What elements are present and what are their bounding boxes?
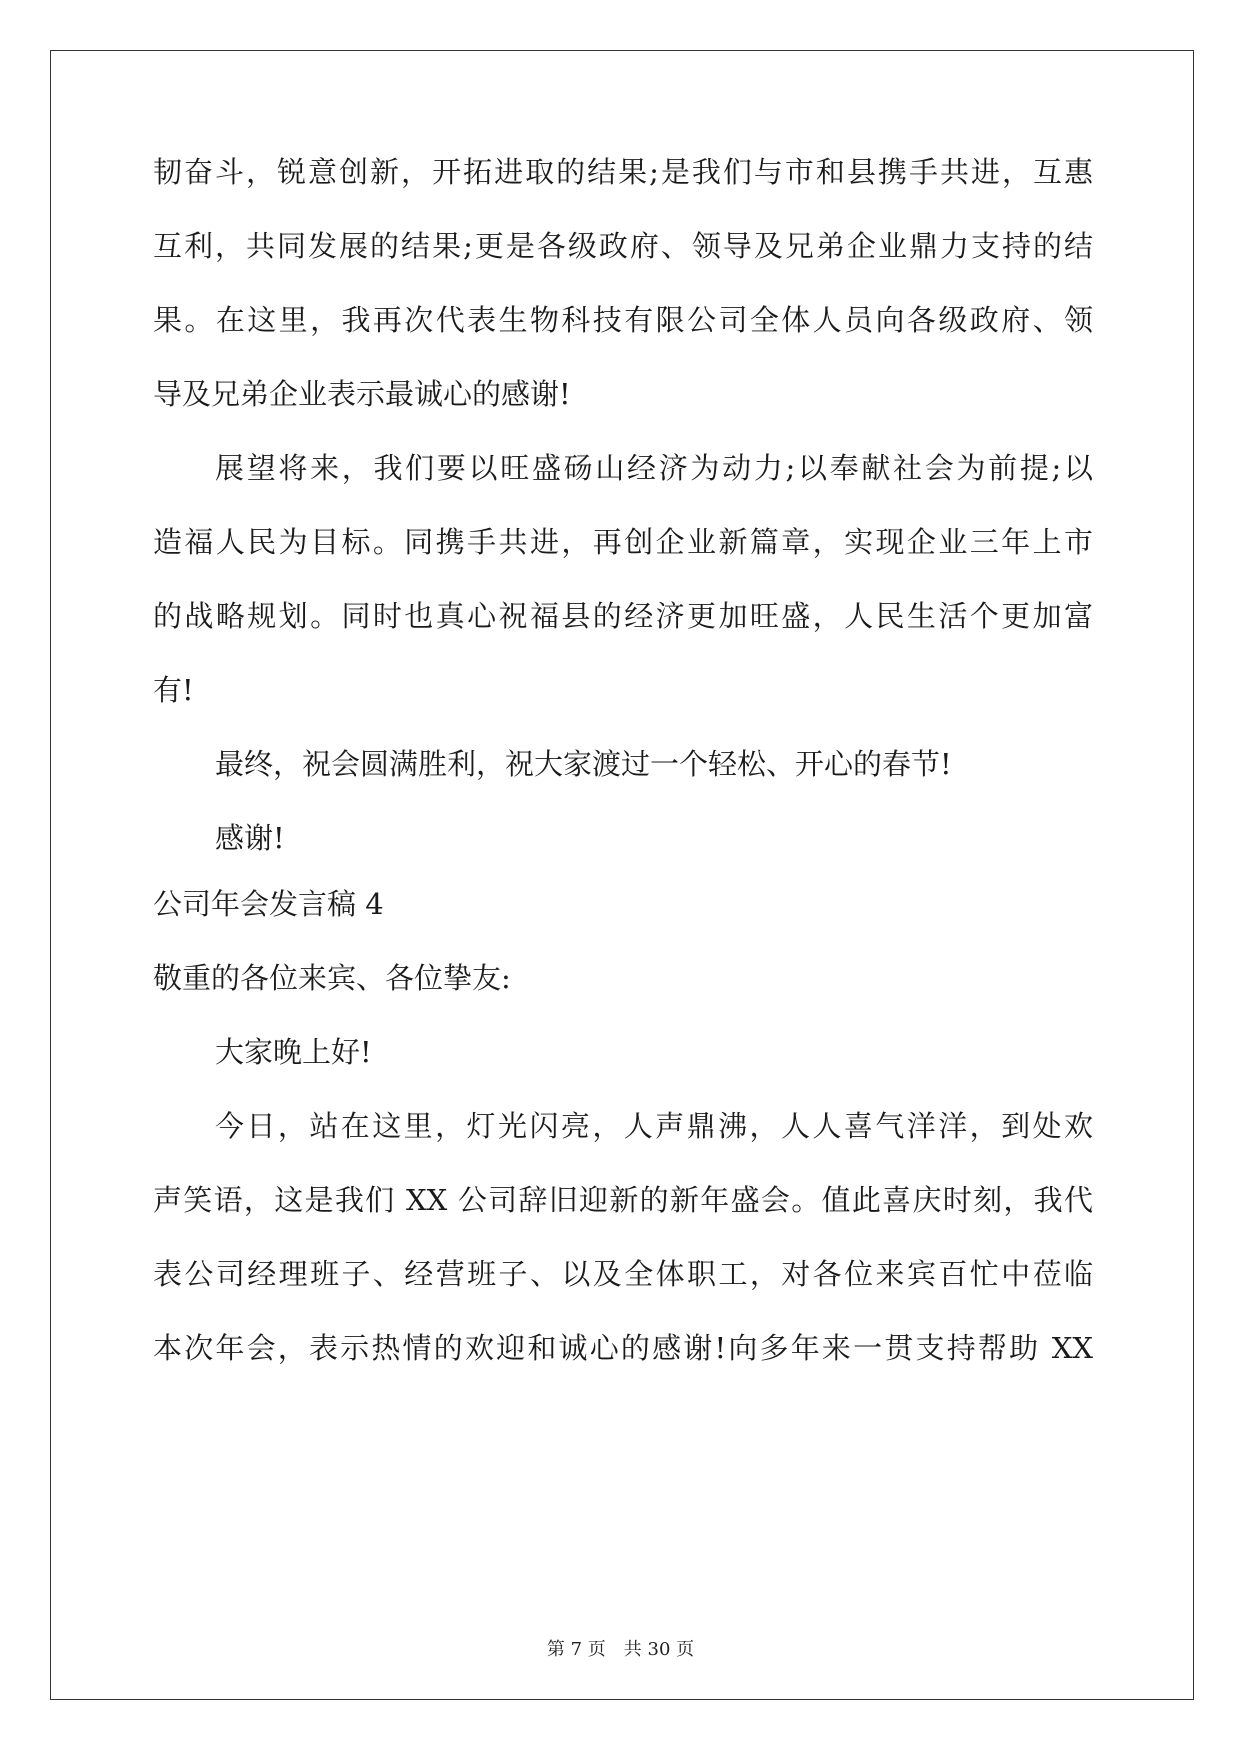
body-text-line-8: 有!	[153, 673, 194, 707]
body-text-line-4: 导及兄弟企业表示最诚心的感谢!	[153, 377, 571, 411]
page-number-footer: 第 7 页 共 30 页	[546, 1639, 695, 1660]
body-text-line-17: 本次年会，表示热情的欢迎和诚心的感谢!向多年来一贯支持帮助 XX	[153, 1331, 1093, 1365]
section-heading: 公司年会发言稿 4	[153, 887, 384, 921]
body-text-line-3: 果。在这里，我再次代表生物科技有限公司全体人员向各级政府、领	[153, 303, 1093, 337]
body-text-line-14: 今日，站在这里，灯光闪亮，人声鼎沸，人人喜气洋洋，到处欢	[215, 1109, 1093, 1143]
body-text-line-9: 最终，祝会圆满胜利，祝大家渡过一个轻松、开心的春节!	[215, 747, 952, 781]
body-text-line-5: 展望将来，我们要以旺盛砀山经济为动力;以奉献社会为前提;以	[215, 451, 1093, 485]
greeting-line: 大家晚上好!	[215, 1035, 372, 1069]
page-border	[50, 50, 1194, 1700]
body-text-line-1: 韧奋斗，锐意创新，开拓进取的结果;是我们与市和县携手共进，互惠	[153, 155, 1093, 189]
body-text-line-7: 的战略规划。同时也真心祝福县的经济更加旺盛，人民生活个更加富	[153, 599, 1093, 633]
body-text-line-15: 声笑语，这是我们 XX 公司辞旧迎新的新年盛会。值此喜庆时刻，我代	[153, 1183, 1093, 1217]
body-text-line-10: 感谢!	[215, 821, 285, 855]
body-text-line-6: 造福人民为目标。同携手共进，再创企业新篇章，实现企业三年上市	[153, 525, 1093, 559]
body-text-line-16: 表公司经理班子、经营班子、以及全体职工，对各位来宾百忙中莅临	[153, 1257, 1093, 1291]
salutation-line: 敬重的各位来宾、各位挚友:	[153, 961, 511, 995]
body-text-line-2: 互利，共同发展的结果;更是各级政府、领导及兄弟企业鼎力支持的结	[153, 229, 1093, 263]
